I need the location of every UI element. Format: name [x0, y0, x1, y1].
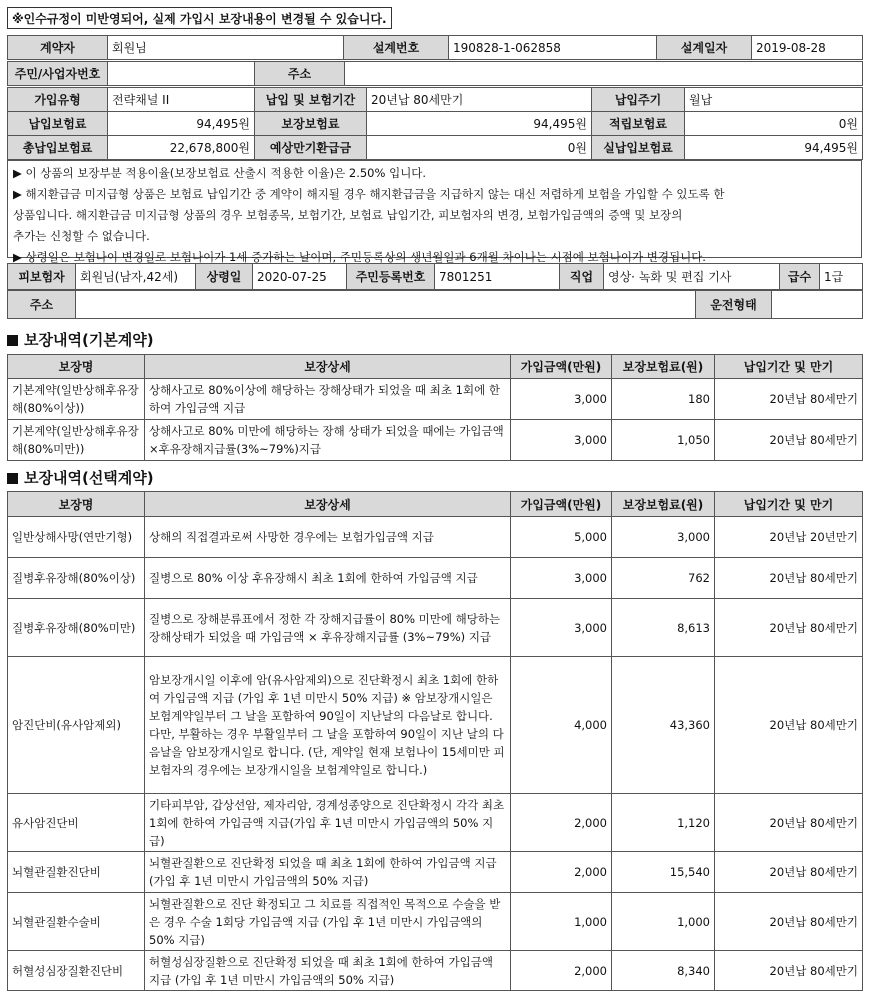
col-header: 보장상세 — [145, 355, 511, 379]
design-no-value: 190828-1-062858 — [449, 36, 657, 60]
coverage-detail: 상해의 직접결과로써 사망한 경우에는 보험가입금액 지급 — [145, 517, 511, 558]
col-header: 가입금액(만원) — [511, 355, 612, 379]
coverage-name: 질병후유장해(80%미만) — [8, 599, 145, 657]
coverage-amount: 3,000 — [511, 379, 612, 420]
table-row — [8, 517, 863, 558]
coverage-name: 암진단비(유사암제외) — [8, 657, 145, 794]
type-label: 가입유형 — [8, 88, 108, 112]
coverage-period: 20년납 80세만기 — [715, 657, 863, 794]
coverage-period: 20년납 80세만기 — [715, 558, 863, 599]
col-header: 납입기간 및 만기 — [715, 492, 863, 517]
notice-banner: ※인수규정이 미반영되어, 실제 가입시 보장내용이 변경될 수 있습니다. — [7, 7, 392, 29]
coverage-detail: 암보장개시일 이후에 암(유사암제외)으로 진단확정시 최초 1회에 한하여 가입금액 지급 (가입 후 1년 미만시 50% 지급) ※ 암보장개시일은 보험계약일부터 그 날을 포함하여 90일이 지난날의 다음날로 합니다. 다만, 부활하는 경우 부활일부터 그 날을 포함하여 90일이 지난 날의 다음날을 암보장개시일로 합니다. (단, 계약일 현재 보험나이 15세미만 피보험자의 경우에는 보장개시일을 보험계약일로 합니다.) — [145, 657, 511, 794]
table-row — [8, 893, 863, 951]
coverage-amount: 3,000 — [511, 420, 612, 461]
coverage-premium: 15,540 — [612, 852, 715, 893]
coverage-detail: 상해사고로 80%이상에 해당하는 장해상태가 되었을 때 최초 1회에 한하여 가입금액 지급 — [145, 379, 511, 420]
saving-premium-label: 적립보험료 — [592, 112, 685, 136]
saving-premium-value: 0원 — [685, 112, 863, 136]
cycle-value: 월납 — [685, 88, 863, 112]
grade-label: 급수 — [780, 264, 820, 290]
note-line: 추가는 신청할 수 없습니다. — [13, 229, 150, 243]
note-line: ▶ 상령일은 보험나이 변경일로 보험나이가 1세 증가하는 날이며, 주민등록상의 생년월일과 6개월 차이나는 시점에 보험나이가 변경됩니다. — [13, 250, 706, 264]
coverage-premium: 3,000 — [612, 517, 715, 558]
coverage-amount: 5,000 — [511, 517, 612, 558]
resident-no-value — [108, 62, 255, 86]
type-value: 전략채널 II — [108, 88, 255, 112]
coverage-amount: 3,000 — [511, 599, 612, 657]
coverage-name: 뇌혈관질환수술비 — [8, 893, 145, 951]
coverage-premium: 1,000 — [612, 893, 715, 951]
coverage-premium-label: 보장보험료 — [255, 112, 367, 136]
coverage-name: 기본계약(일반상해후유장해(80%미만)) — [8, 420, 145, 461]
coverage-detail: 뇌혈관질환으로 진단 확정되고 그 치료를 직접적인 목적으로 수술을 받은 경우 수술 1회당 가입금액 지급 (가입 후 1년 미만시 가입금액의 50% 지급) — [145, 893, 511, 951]
premium-value: 94,495원 — [108, 112, 255, 136]
coverage-premium: 8,340 — [612, 951, 715, 991]
coverage-detail: 뇌혈관질환으로 진단확정 되었을 때 최초 1회에 한하여 가입금액 지급 (가입 후 1년 미만시 가입금액의 50% 지급) — [145, 852, 511, 893]
total-value: 22,678,800원 — [108, 136, 255, 160]
optional-section-title: 보장내역(선택계약) — [7, 467, 154, 488]
contractor-label: 계약자 — [8, 36, 108, 60]
coverage-detail: 질병으로 장해분류표에서 정한 각 장해지급률이 80% 미만에 해당하는 장해상태가 되었을 때 가입금액 × 후유장해지급률 (3%~79%) 지급 — [145, 599, 511, 657]
address-label: 주소 — [255, 62, 345, 86]
coverage-amount: 1,000 — [511, 893, 612, 951]
col-header: 보장보험료(원) — [612, 492, 715, 517]
grade-value: 1급 — [820, 264, 863, 290]
age-change-value: 2020-07-25 — [253, 264, 347, 290]
design-no-label: 설계번호 — [344, 36, 449, 60]
coverage-premium: 8,613 — [612, 599, 715, 657]
col-header: 보장보험료(원) — [612, 355, 715, 379]
col-header: 보장명 — [8, 492, 145, 517]
contract-table-3 — [7, 87, 863, 160]
table-row — [8, 420, 863, 461]
id-value: 7801251 — [435, 264, 560, 290]
coverage-period: 20년납 80세만기 — [715, 379, 863, 420]
job-value: 영상· 녹화 및 편집 기사 — [604, 264, 780, 290]
insured-value: 회원님(남자,42세) — [76, 264, 196, 290]
contract-table — [7, 35, 863, 60]
drive-value — [772, 291, 863, 319]
coverage-premium: 762 — [612, 558, 715, 599]
total-label: 총납입보험료 — [8, 136, 108, 160]
contract-table-2 — [7, 61, 863, 86]
coverage-detail: 상해사고로 80% 미만에 해당하는 장해 상태가 되었을 때에는 가입금액×후유장해지급률(3%~79%)지급 — [145, 420, 511, 461]
design-date-label: 설계일자 — [657, 36, 752, 60]
optional-coverage-table — [7, 491, 863, 991]
job-label: 직업 — [560, 264, 604, 290]
coverage-amount: 3,000 — [511, 558, 612, 599]
note-line: ▶ 이 상품의 보장부분 적용이율(보장보험료 산출시 적용한 이율)은 2.50% 입니다. — [13, 166, 427, 180]
coverage-period: 20년납 80세만기 — [715, 420, 863, 461]
period-label: 납입 및 보험기간 — [255, 88, 367, 112]
col-header: 보장상세 — [145, 492, 511, 517]
contractor-value: 회원님 — [108, 36, 344, 60]
coverage-name: 질병후유장해(80%이상) — [8, 558, 145, 599]
period-value: 20년납 80세만기 — [367, 88, 592, 112]
refund-label: 예상만기환급금 — [255, 136, 367, 160]
coverage-name: 유사암진단비 — [8, 794, 145, 852]
note-line: 상품입니다. 해지환급금 미지급형 상품의 경우 보험종목, 보험기간, 보험료 납입기간, 피보험자의 변경, 보험가입금액의 증액 및 보장의 — [13, 208, 683, 222]
insured-table — [7, 263, 863, 290]
table-row — [8, 951, 863, 991]
table-row — [8, 379, 863, 420]
premium-label: 납입보험료 — [8, 112, 108, 136]
insured-label: 피보험자 — [8, 264, 76, 290]
age-change-label: 상령일 — [196, 264, 253, 290]
coverage-detail: 기타피부암, 갑상선암, 제자리암, 경계성종양으로 진단확정시 각각 최초 1회에 한하여 가입금액 지급(가입 후 1년 미만시 가입금액의 50% 지급) — [145, 794, 511, 852]
coverage-period: 20년납 80세만기 — [715, 893, 863, 951]
address-value — [345, 62, 863, 86]
col-header: 납입기간 및 만기 — [715, 355, 863, 379]
basic-coverage-table — [7, 354, 863, 461]
notes-box — [7, 160, 862, 264]
coverage-premium: 180 — [612, 379, 715, 420]
coverage-period: 20년납 80세만기 — [715, 599, 863, 657]
coverage-name: 뇌혈관질환진단비 — [8, 852, 145, 893]
coverage-amount: 2,000 — [511, 951, 612, 991]
coverage-name: 기본계약(일반상해후유장해(80%이상)) — [8, 379, 145, 420]
refund-value: 0원 — [367, 136, 592, 160]
square-bullet-icon — [7, 473, 18, 484]
coverage-amount: 2,000 — [511, 852, 612, 893]
coverage-name: 허혈성심장질환진단비 — [8, 951, 145, 991]
basic-section-title: 보장내역(기본계약) — [7, 329, 154, 350]
id-label: 주민등록번호 — [347, 264, 435, 290]
insured-table-2 — [7, 290, 863, 319]
table-row — [8, 794, 863, 852]
coverage-period: 20년납 80세만기 — [715, 794, 863, 852]
table-row — [8, 558, 863, 599]
square-bullet-icon — [7, 335, 18, 346]
coverage-premium-value: 94,495원 — [367, 112, 592, 136]
coverage-name: 일반상해사망(연만기형) — [8, 517, 145, 558]
insured-address-label: 주소 — [8, 291, 76, 319]
coverage-period: 20년납 80세만기 — [715, 852, 863, 893]
table-row — [8, 599, 863, 657]
actual-value: 94,495원 — [685, 136, 863, 160]
coverage-amount: 4,000 — [511, 657, 612, 794]
table-row — [8, 657, 863, 794]
coverage-premium: 1,050 — [612, 420, 715, 461]
coverage-period: 20년납 20년만기 — [715, 517, 863, 558]
coverage-detail: 질병으로 80% 이상 후유장해시 최초 1회에 한하여 가입금액 지급 — [145, 558, 511, 599]
col-header: 보장명 — [8, 355, 145, 379]
col-header: 가입금액(만원) — [511, 492, 612, 517]
insured-address-value — [76, 291, 696, 319]
design-date-value: 2019-08-28 — [752, 36, 863, 60]
coverage-period: 20년납 80세만기 — [715, 951, 863, 991]
coverage-detail: 허혈성심장질환으로 진단확정 되었을 때 최초 1회에 한하여 가입금액 지급 (가입 후 1년 미만시 가입금액의 50% 지급) — [145, 951, 511, 991]
coverage-premium: 43,360 — [612, 657, 715, 794]
note-line: ▶ 해지환급금 미지급형 상품은 보험료 납입기간 중 계약이 해지될 경우 해지환급금을 지급하지 않는 대신 저렴하게 보험을 가입할 수 있도록 한 — [13, 187, 725, 201]
coverage-amount: 2,000 — [511, 794, 612, 852]
actual-label: 실납입보험료 — [592, 136, 685, 160]
coverage-premium: 1,120 — [612, 794, 715, 852]
cycle-label: 납입주기 — [592, 88, 685, 112]
drive-label: 운전형태 — [696, 291, 772, 319]
table-row — [8, 852, 863, 893]
resident-no-label: 주민/사업자번호 — [8, 62, 108, 86]
